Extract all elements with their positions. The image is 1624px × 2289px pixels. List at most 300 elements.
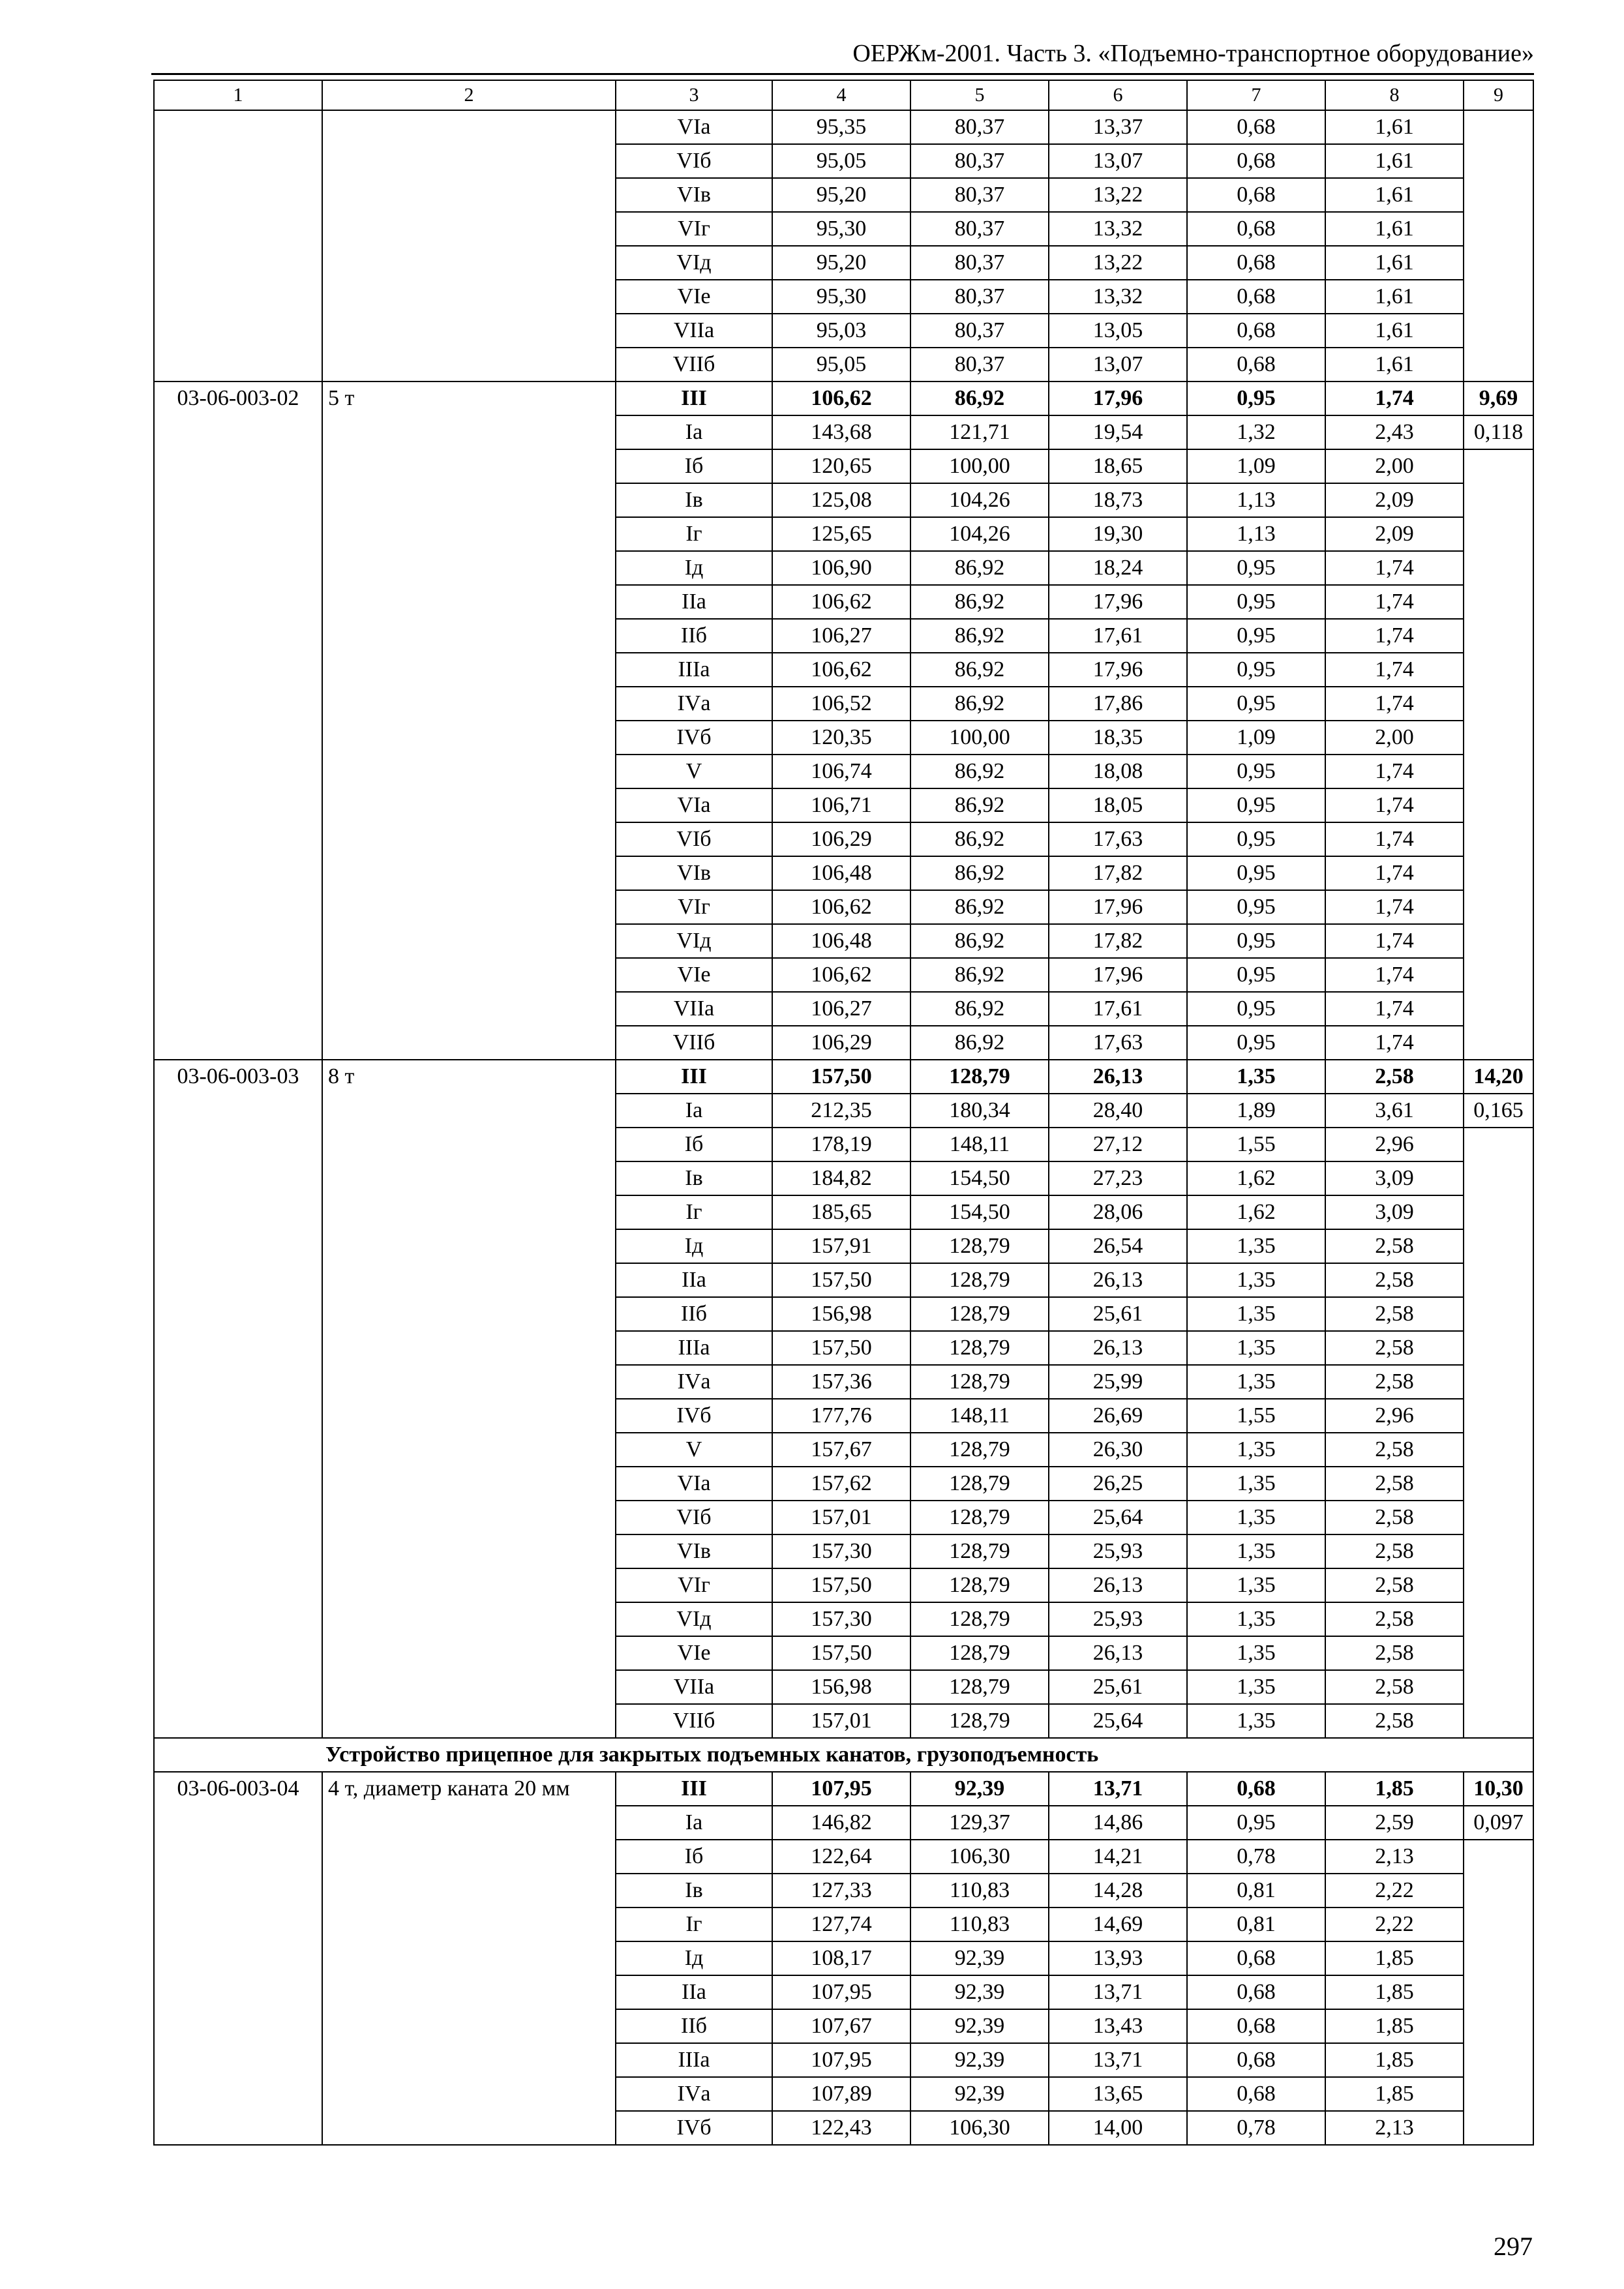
table-cell: 143,68	[772, 415, 910, 449]
table-cell: 157,62	[772, 1467, 910, 1501]
table-cell: 0,95	[1187, 687, 1325, 721]
table-cell: 1,35	[1187, 1467, 1325, 1501]
table-cell: 92,39	[910, 1772, 1049, 1806]
table-cell: 0,95	[1187, 653, 1325, 687]
table-cell: 128,79	[910, 1568, 1049, 1602]
regional-coefficient-code: IIа	[616, 1975, 772, 2009]
table-cell: 128,79	[910, 1467, 1049, 1501]
table-cell: 107,95	[772, 1975, 910, 2009]
rate-code: 03-06-003-03	[154, 1060, 322, 1738]
table-cell: 2,58	[1325, 1670, 1464, 1704]
column-number: 4	[772, 80, 910, 110]
table-cell: 17,96	[1049, 585, 1187, 619]
table-cell: 86,92	[910, 382, 1049, 415]
table-cell: 18,35	[1049, 721, 1187, 755]
table-cell: 25,64	[1049, 1704, 1187, 1738]
table-cell: 0,68	[1187, 246, 1325, 280]
table-cell: 13,71	[1049, 2043, 1187, 2077]
table-cell: 2,58	[1325, 1433, 1464, 1467]
table-cell: 1,62	[1187, 1161, 1325, 1195]
table-cell: 154,50	[910, 1161, 1049, 1195]
regional-coefficient-code: VIа	[616, 1467, 772, 1501]
table-cell: 2,58	[1325, 1636, 1464, 1670]
table-cell: 1,74	[1325, 687, 1464, 721]
table-cell: 1,35	[1187, 1263, 1325, 1297]
section-title-row	[154, 1738, 1533, 1772]
table-cell: 1,61	[1325, 348, 1464, 382]
table-cell: 18,08	[1049, 755, 1187, 788]
table-cell: 2,58	[1325, 1704, 1464, 1738]
table-cell: 128,79	[910, 1602, 1049, 1636]
table-cell: 1,61	[1325, 212, 1464, 246]
table-cell: 1,74	[1325, 585, 1464, 619]
table-cell: 13,05	[1049, 314, 1187, 348]
table-cell: 2,59	[1325, 1806, 1464, 1840]
table-cell: 3,09	[1325, 1195, 1464, 1229]
rate-code: 03-06-003-04	[154, 1772, 322, 2145]
table-cell: 1,35	[1187, 1670, 1325, 1704]
table-cell: 148,11	[910, 1128, 1049, 1161]
table-cell: 0,95	[1187, 585, 1325, 619]
col9-secondary-value: 0,118	[1464, 415, 1533, 449]
table-cell: 13,07	[1049, 348, 1187, 382]
table-cell: 128,79	[910, 1534, 1049, 1568]
table-cell: 17,96	[1049, 382, 1187, 415]
rate-name: 8 т	[322, 1060, 616, 1738]
regional-coefficient-code: VIа	[616, 110, 772, 144]
table-body	[154, 110, 1533, 2145]
table-cell: 86,92	[910, 755, 1049, 788]
regional-coefficient-code: IVб	[616, 721, 772, 755]
table-cell: 1,61	[1325, 178, 1464, 212]
table-cell: 0,68	[1187, 178, 1325, 212]
table-cell: 0,78	[1187, 1840, 1325, 1874]
table-cell: 28,40	[1049, 1094, 1187, 1128]
table-cell: 106,27	[772, 992, 910, 1026]
table-cell: 128,79	[910, 1229, 1049, 1263]
table-cell: 18,05	[1049, 788, 1187, 822]
regional-coefficient-code: VIв	[616, 856, 772, 890]
table-cell: 2,13	[1325, 2111, 1464, 2145]
regional-coefficient-code: IIа	[616, 585, 772, 619]
table-cell: 128,79	[910, 1331, 1049, 1365]
table-cell: 2,58	[1325, 1229, 1464, 1263]
table-cell: 13,22	[1049, 178, 1187, 212]
table-cell: 0,81	[1187, 1874, 1325, 1908]
table-cell: 2,09	[1325, 517, 1464, 551]
table-cell: 0,95	[1187, 890, 1325, 924]
table-cell: 0,68	[1187, 144, 1325, 178]
regional-coefficient-code: Iв	[616, 483, 772, 517]
table-cell: 1,32	[1187, 415, 1325, 449]
table-cell: 1,85	[1325, 1941, 1464, 1975]
regional-coefficient-code: VIб	[616, 1501, 772, 1534]
regional-coefficient-code: Iг	[616, 1908, 772, 1941]
table-cell: 0,95	[1187, 924, 1325, 958]
table-cell: 157,50	[772, 1568, 910, 1602]
table-cell: 157,36	[772, 1365, 910, 1399]
table-row	[154, 1772, 1533, 1806]
table-cell: 95,30	[772, 212, 910, 246]
table-cell: 95,35	[772, 110, 910, 144]
regional-coefficient-code: III	[616, 1772, 772, 1806]
table-cell: 157,50	[772, 1636, 910, 1670]
table-cell: 19,54	[1049, 415, 1187, 449]
column-number: 7	[1187, 80, 1325, 110]
regional-coefficient-code: IVб	[616, 2111, 772, 2145]
table-cell: 28,06	[1049, 1195, 1187, 1229]
table-cell: 95,30	[772, 280, 910, 314]
table-cell: 86,92	[910, 788, 1049, 822]
table-cell: 177,76	[772, 1399, 910, 1433]
table-cell: 128,79	[910, 1060, 1049, 1094]
table-cell: 178,19	[772, 1128, 910, 1161]
column-number: 3	[616, 80, 772, 110]
table-cell: 125,65	[772, 517, 910, 551]
table-cell: 1,74	[1325, 822, 1464, 856]
table-cell: 1,74	[1325, 551, 1464, 585]
table-cell: 2,13	[1325, 1840, 1464, 1874]
table-cell: 80,37	[910, 280, 1049, 314]
regional-coefficient-code: VIв	[616, 178, 772, 212]
table-cell: 106,71	[772, 788, 910, 822]
table-cell: 1,61	[1325, 314, 1464, 348]
table-cell: 17,61	[1049, 619, 1187, 653]
table-row	[154, 110, 1533, 144]
table-cell: 107,95	[772, 1772, 910, 1806]
table-cell: 17,63	[1049, 1026, 1187, 1060]
column-number: 8	[1325, 80, 1464, 110]
regional-coefficient-code: IIIа	[616, 653, 772, 687]
regional-coefficient-code: VIIб	[616, 1704, 772, 1738]
table-cell: 80,37	[910, 348, 1049, 382]
table-cell: 1,13	[1187, 517, 1325, 551]
rates-table-container	[153, 80, 1533, 2146]
table-cell: 26,13	[1049, 1636, 1187, 1670]
table-cell: 1,61	[1325, 280, 1464, 314]
col9-cell-empty	[1464, 449, 1533, 1060]
table-cell: 1,85	[1325, 2043, 1464, 2077]
regional-coefficient-code: Iа	[616, 415, 772, 449]
table-cell: 0,95	[1187, 992, 1325, 1026]
table-cell: 128,79	[910, 1433, 1049, 1467]
table-cell: 128,79	[910, 1263, 1049, 1297]
table-cell: 25,64	[1049, 1501, 1187, 1534]
regional-coefficient-code: Iд	[616, 1941, 772, 1975]
table-cell: 100,00	[910, 721, 1049, 755]
table-cell: 14,21	[1049, 1840, 1187, 1874]
regional-coefficient-code: Iд	[616, 1229, 772, 1263]
table-cell: 2,09	[1325, 483, 1464, 517]
table-cell: 80,37	[910, 314, 1049, 348]
table-cell: 2,00	[1325, 721, 1464, 755]
table-cell: 2,58	[1325, 1060, 1464, 1094]
table-cell: 157,30	[772, 1602, 910, 1636]
table-cell: 95,05	[772, 348, 910, 382]
rates-table	[153, 80, 1534, 2146]
table-cell: 1,09	[1187, 721, 1325, 755]
table-cell: 0,68	[1187, 2043, 1325, 2077]
regional-coefficient-code: Iб	[616, 1840, 772, 1874]
table-cell: 1,74	[1325, 856, 1464, 890]
table-cell: 26,54	[1049, 1229, 1187, 1263]
table-cell: 106,30	[910, 1840, 1049, 1874]
table-cell: 106,27	[772, 619, 910, 653]
table-cell: 184,82	[772, 1161, 910, 1195]
table-cell: 26,13	[1049, 1568, 1187, 1602]
table-cell: 106,48	[772, 856, 910, 890]
table-cell: 106,48	[772, 924, 910, 958]
section-title: Устройство прицепное для закрытых подъемных канатов, грузоподъемность	[154, 1738, 1533, 1772]
table-cell: 17,82	[1049, 856, 1187, 890]
table-cell: 154,50	[910, 1195, 1049, 1229]
regional-coefficient-code: VIе	[616, 1636, 772, 1670]
regional-coefficient-code: III	[616, 1060, 772, 1094]
table-cell: 13,93	[1049, 1941, 1187, 1975]
table-cell: 106,62	[772, 653, 910, 687]
table-cell: 106,29	[772, 822, 910, 856]
table-cell: 13,32	[1049, 280, 1187, 314]
table-cell: 92,39	[910, 2077, 1049, 2111]
code-cell-empty	[154, 110, 322, 382]
table-cell: 0,68	[1187, 280, 1325, 314]
table-cell: 1,74	[1325, 755, 1464, 788]
table-cell: 92,39	[910, 2009, 1049, 2043]
table-cell: 107,89	[772, 2077, 910, 2111]
table-row	[154, 382, 1533, 415]
regional-coefficient-code: VIе	[616, 280, 772, 314]
table-cell: 1,35	[1187, 1433, 1325, 1467]
table-cell: 212,35	[772, 1094, 910, 1128]
table-cell: 106,62	[772, 382, 910, 415]
table-cell: 120,65	[772, 449, 910, 483]
regional-coefficient-code: Iб	[616, 1128, 772, 1161]
table-cell: 128,79	[910, 1501, 1049, 1534]
table-cell: 19,30	[1049, 517, 1187, 551]
table-cell: 92,39	[910, 1941, 1049, 1975]
table-cell: 156,98	[772, 1297, 910, 1331]
table-cell: 17,96	[1049, 890, 1187, 924]
table-cell: 86,92	[910, 924, 1049, 958]
table-cell: 80,37	[910, 144, 1049, 178]
regional-coefficient-code: V	[616, 1433, 772, 1467]
table-cell: 1,35	[1187, 1602, 1325, 1636]
table-cell: 107,67	[772, 2009, 910, 2043]
table-cell: 180,34	[910, 1094, 1049, 1128]
table-cell: 2,22	[1325, 1908, 1464, 1941]
table-cell: 106,62	[772, 958, 910, 992]
regional-coefficient-code: VIв	[616, 1534, 772, 1568]
rate-name: 5 т	[322, 382, 616, 1060]
table-cell: 0,95	[1187, 619, 1325, 653]
table-cell: 1,35	[1187, 1568, 1325, 1602]
table-cell: 95,03	[772, 314, 910, 348]
regional-coefficient-code: VIIб	[616, 1026, 772, 1060]
table-cell: 2,96	[1325, 1399, 1464, 1433]
table-cell: 26,13	[1049, 1263, 1187, 1297]
table-cell: 14,00	[1049, 2111, 1187, 2145]
table-cell: 1,85	[1325, 1975, 1464, 2009]
table-cell: 110,83	[910, 1874, 1049, 1908]
regional-coefficient-code: VIг	[616, 890, 772, 924]
regional-coefficient-code: Iд	[616, 551, 772, 585]
regional-coefficient-code: IIб	[616, 2009, 772, 2043]
table-cell: 86,92	[910, 822, 1049, 856]
table-cell: 1,62	[1187, 1195, 1325, 1229]
table-cell: 2,58	[1325, 1534, 1464, 1568]
regional-coefficient-code: VIе	[616, 958, 772, 992]
table-cell: 104,26	[910, 483, 1049, 517]
table-cell: 95,20	[772, 246, 910, 280]
table-cell: 106,62	[772, 890, 910, 924]
table-cell: 17,61	[1049, 992, 1187, 1026]
table-cell: 13,43	[1049, 2009, 1187, 2043]
regional-coefficient-code: Iг	[616, 1195, 772, 1229]
table-cell: 14,69	[1049, 1908, 1187, 1941]
table-cell: 146,82	[772, 1806, 910, 1840]
col9-cell-empty	[1464, 1840, 1533, 2145]
table-cell: 120,35	[772, 721, 910, 755]
table-cell: 1,35	[1187, 1501, 1325, 1534]
table-cell: 0,68	[1187, 1975, 1325, 2009]
table-cell: 1,35	[1187, 1636, 1325, 1670]
table-cell: 0,95	[1187, 382, 1325, 415]
table-cell: 17,96	[1049, 653, 1187, 687]
table-cell: 26,13	[1049, 1060, 1187, 1094]
regional-coefficient-code: VIIа	[616, 314, 772, 348]
table-cell: 25,93	[1049, 1602, 1187, 1636]
table-cell: 86,92	[910, 992, 1049, 1026]
table-cell: 80,37	[910, 178, 1049, 212]
table-cell: 0,68	[1187, 212, 1325, 246]
table-row	[154, 1060, 1533, 1094]
column-number: 6	[1049, 80, 1187, 110]
table-cell: 128,79	[910, 1365, 1049, 1399]
table-cell: 86,92	[910, 890, 1049, 924]
col9-secondary-value: 0,165	[1464, 1094, 1533, 1128]
table-cell: 107,95	[772, 2043, 910, 2077]
table-cell: 1,61	[1325, 246, 1464, 280]
table-cell: 0,95	[1187, 1026, 1325, 1060]
table-cell: 26,30	[1049, 1433, 1187, 1467]
table-cell: 1,61	[1325, 110, 1464, 144]
regional-coefficient-code: VIг	[616, 1568, 772, 1602]
table-cell: 80,37	[910, 246, 1049, 280]
table-cell: 1,55	[1187, 1128, 1325, 1161]
table-cell: 18,73	[1049, 483, 1187, 517]
table-cell: 106,30	[910, 2111, 1049, 2145]
table-cell: 2,58	[1325, 1467, 1464, 1501]
table-cell: 13,07	[1049, 144, 1187, 178]
table-cell: 13,37	[1049, 110, 1187, 144]
table-cell: 2,58	[1325, 1602, 1464, 1636]
table-cell: 25,61	[1049, 1670, 1187, 1704]
column-number: 5	[910, 80, 1049, 110]
table-cell: 1,89	[1187, 1094, 1325, 1128]
table-cell: 157,50	[772, 1331, 910, 1365]
table-cell: 157,01	[772, 1501, 910, 1534]
table-cell: 18,24	[1049, 551, 1187, 585]
col9-value: 14,20	[1464, 1060, 1533, 1094]
col9-value: 10,30	[1464, 1772, 1533, 1806]
table-cell: 0,68	[1187, 314, 1325, 348]
regional-coefficient-code: VIIа	[616, 992, 772, 1026]
table-cell: 92,39	[910, 2043, 1049, 2077]
regional-coefficient-code: Iа	[616, 1094, 772, 1128]
table-cell: 0,68	[1187, 1772, 1325, 1806]
table-cell: 128,79	[910, 1670, 1049, 1704]
table-cell: 13,32	[1049, 212, 1187, 246]
regional-coefficient-code: IVб	[616, 1399, 772, 1433]
table-cell: 0,81	[1187, 1908, 1325, 1941]
table-cell: 0,95	[1187, 755, 1325, 788]
table-cell: 86,92	[910, 687, 1049, 721]
table-cell: 100,00	[910, 449, 1049, 483]
table-cell: 0,95	[1187, 822, 1325, 856]
table-cell: 1,74	[1325, 788, 1464, 822]
table-cell: 18,65	[1049, 449, 1187, 483]
regional-coefficient-code: VIIб	[616, 348, 772, 382]
column-number: 9	[1464, 80, 1533, 110]
table-cell: 86,92	[910, 551, 1049, 585]
table-cell: 1,35	[1187, 1534, 1325, 1568]
table-cell: 1,85	[1325, 2009, 1464, 2043]
table-cell: 128,79	[910, 1636, 1049, 1670]
table-cell: 13,22	[1049, 246, 1187, 280]
table-cell: 127,33	[772, 1874, 910, 1908]
table-cell: 106,29	[772, 1026, 910, 1060]
column-number-row	[154, 80, 1533, 110]
table-cell: 1,74	[1325, 653, 1464, 687]
table-cell: 129,37	[910, 1806, 1049, 1840]
table-cell: 86,92	[910, 653, 1049, 687]
table-cell: 27,12	[1049, 1128, 1187, 1161]
table-cell: 14,86	[1049, 1806, 1187, 1840]
table-cell: 13,71	[1049, 1772, 1187, 1806]
regional-coefficient-code: IVа	[616, 2077, 772, 2111]
table-cell: 86,92	[910, 856, 1049, 890]
table-cell: 86,92	[910, 619, 1049, 653]
table-cell: 128,79	[910, 1704, 1049, 1738]
table-cell: 128,79	[910, 1297, 1049, 1331]
table-cell: 157,30	[772, 1534, 910, 1568]
table-cell: 1,35	[1187, 1229, 1325, 1263]
table-cell: 17,96	[1049, 958, 1187, 992]
table-cell: 1,13	[1187, 483, 1325, 517]
col9-cell-empty	[1464, 110, 1533, 382]
table-cell: 108,17	[772, 1941, 910, 1975]
column-number: 2	[322, 80, 616, 110]
table-cell: 127,74	[772, 1908, 910, 1941]
table-cell: 122,64	[772, 1840, 910, 1874]
regional-coefficient-code: III	[616, 382, 772, 415]
regional-coefficient-code: IIа	[616, 1263, 772, 1297]
table-cell: 1,74	[1325, 382, 1464, 415]
table-cell: 3,09	[1325, 1161, 1464, 1195]
table-cell: 86,92	[910, 958, 1049, 992]
table-cell: 1,85	[1325, 2077, 1464, 2111]
table-cell: 2,58	[1325, 1568, 1464, 1602]
table-cell: 1,74	[1325, 958, 1464, 992]
regional-coefficient-code: VIг	[616, 212, 772, 246]
table-cell: 2,58	[1325, 1365, 1464, 1399]
table-cell: 2,58	[1325, 1331, 1464, 1365]
table-cell: 95,05	[772, 144, 910, 178]
table-cell: 1,74	[1325, 619, 1464, 653]
table-cell: 157,50	[772, 1263, 910, 1297]
table-cell: 3,61	[1325, 1094, 1464, 1128]
table-cell: 0,78	[1187, 2111, 1325, 2145]
